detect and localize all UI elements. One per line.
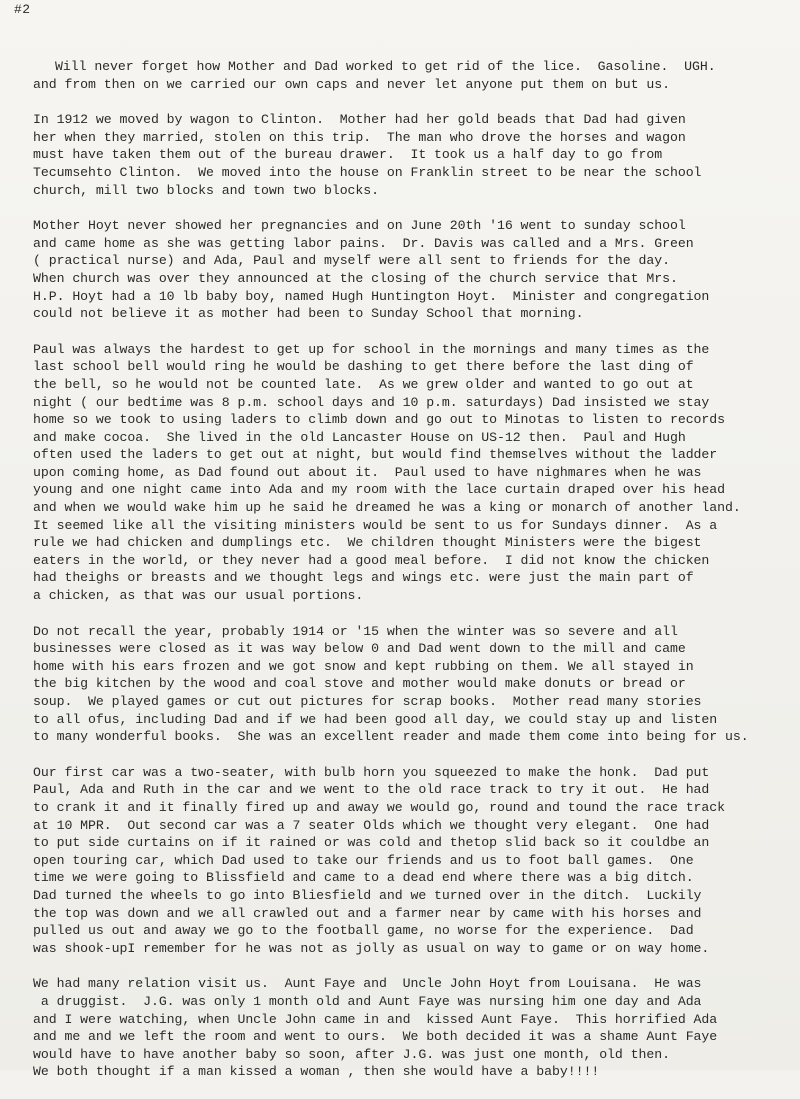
text-line: her when they married, stolen on this trip. The man who drove the horses and wagon xyxy=(33,129,686,145)
text-line: to many wonderful books. She was an excellent reader and made them come into being for us. xyxy=(33,729,749,745)
page-number: #2 xyxy=(14,2,31,17)
text-line: to crank it and it finally fired up and away we would go, round and tound the race track xyxy=(33,799,726,815)
text-line: at 10 MPR. Out second car was a 7 seater Olds which we thought very elegant. One had xyxy=(33,817,710,833)
text-line: must have taken them out of the bureau drawer. It took us a half day to go from xyxy=(33,147,663,163)
text-line: would have to have another baby so soon, after J.G. was just one month, old then. xyxy=(33,1046,670,1062)
text-line: was shook-upI remember for he was not as jolly as usual on way to game or on way home. xyxy=(33,940,710,956)
text-line: Will never forget how Mother and Dad worked to get rid of the lice. Gasoline. UGH. xyxy=(55,59,716,74)
text-line: to all ofus, including Dad and if we had been good all day, we could stay up and listen xyxy=(33,711,718,727)
text-line: eaters in the world, or they never had a good meal before. I did not know the chicken xyxy=(33,552,710,568)
text-line: H.P. Hoyt had a 10 lb baby boy, named Hugh Huntington Hoyt. Minister and congregation xyxy=(33,288,710,304)
text-line: and I were watching, when Uncle John came in and kissed Aunt Faye. This horrified Ada xyxy=(33,1011,718,1027)
text-line: Paul was always the hardest to get up for school in the mornings and many times as the xyxy=(33,341,710,357)
text-line: a druggist. J.G. was only 1 month old and Aunt Faye was nursing him one day and Ada xyxy=(33,993,702,1009)
text-line: the big kitchen by the wood and coal stove and mother would make donuts or bread or xyxy=(33,676,686,692)
text-line: and when we would wake him up he said he dreamed he was a king or monarch of another land. xyxy=(33,500,741,516)
text-line: had theighs or breasts and we thought legs and wings etc. were just the main part of xyxy=(33,570,694,586)
text-line: rule we had chicken and dumplings etc. We children thought Ministers were the bigest xyxy=(33,535,702,551)
text-line: businesses were closed as it was way below 0 and Dad went down to the mill and came xyxy=(33,641,686,657)
text-line: and came home as she was getting labor pains. Dr. Davis was called and a Mrs. Green xyxy=(33,235,694,251)
paragraph xyxy=(33,975,800,1081)
text-line: ( practical nurse) and Ada, Paul and myself were all sent to friends for the day. xyxy=(33,253,670,269)
text-line: church, mill two blocks and town two blocks. xyxy=(33,182,380,198)
text-line: and from then on we carried our own caps and never let anyone put them on but us. xyxy=(33,76,670,92)
text-line: Our first car was a two-seater, with bulb horn you squeezed to make the honk. Dad put xyxy=(33,764,710,780)
text-line: We both thought if a man kissed a woman , then she would have a baby!!!! xyxy=(33,1064,600,1080)
text-line: often used the laders to get out at night, but would find themselves without the ladder xyxy=(33,447,718,463)
text-line: to put side curtains on if it rained or was cold and thetop slid back so it couldbe an xyxy=(33,835,710,851)
text-line: soup. We played games or cut out pictures for scrap books. Mother read many stories xyxy=(33,694,702,709)
text-line: pulled us out and away we go to the football game, no worse for the experience. Dad xyxy=(33,923,694,939)
text-line: In 1912 we moved by wagon to Clinton. Mother had her gold beads that Dad had given xyxy=(33,112,686,128)
text-line: and me and we left the room and went to ours. We both decided it was a shame Aunt Faye xyxy=(33,1029,718,1045)
text-line: Paul, Ada and Ruth in the car and we went to the old race track to try it out. He had xyxy=(33,782,710,798)
paragraph xyxy=(33,111,800,199)
text-line: home with his ears frozen and we got snow and kept rubbing on them. We all stayed in xyxy=(33,658,694,674)
text-line: night ( our bedtime was 8 p.m. school days and 10 p.m. saturdays) Dad insisted we stay xyxy=(33,394,710,410)
text-line: Dad turned the wheels to go into Bliesfield and we turned over in the ditch. Luckily xyxy=(33,887,702,903)
text-line: the top was down and we all crawled out and a farmer near by came with his horses and xyxy=(33,905,702,921)
document-body xyxy=(33,58,800,1099)
text-line: could not believe it as mother had been to Sunday School that morning. xyxy=(33,306,584,322)
text-line: time we were going to Blissfield and came to a dead end where there was a big ditch. xyxy=(33,870,694,886)
text-line: Tecumsehto Clinton. We moved into the house on Franklin street to be near the school xyxy=(33,164,702,180)
paragraph xyxy=(33,58,800,93)
paragraph xyxy=(33,217,800,323)
text-line: the bell, so he would not be counted late. As we grew older and wanted to go out at xyxy=(33,376,694,392)
text-line: upon coming home, as Dad found out about it. Paul used to have nighmares when he was xyxy=(33,464,702,480)
text-line: young and one night came into Ada and my room with the lace curtain draped over his head xyxy=(33,482,726,498)
paragraph xyxy=(33,764,800,958)
text-line: and make cocoa. She lived in the old Lancaster House on US-12 then. Paul and Hugh xyxy=(33,429,686,445)
text-line: last school bell would ring he would be dashing to get there before the last ding of xyxy=(33,359,694,375)
paragraph xyxy=(33,341,800,605)
text-line: a chicken, as that was our usual portions. xyxy=(33,588,364,604)
text-line: Do not recall the year, probably 1914 or '15 when the winter was so severe and all xyxy=(33,623,678,639)
text-line: When church was over they announced at the closing of the church service that Mrs. xyxy=(33,270,678,286)
text-line: home so we took to using laders to climb down and go out to Minotas to listen to records xyxy=(33,412,726,428)
text-line: open touring car, which Dad used to take our friends and us to foot ball games. One xyxy=(33,852,694,868)
text-line: We had many relation visit us. Aunt Faye and Uncle John Hoyt from Louisana. He was xyxy=(33,976,702,992)
paragraph xyxy=(33,623,800,746)
text-line: It seemed like all the visiting ministers would be sent to us for Sundays dinner. As a xyxy=(33,517,718,533)
text-line: Mother Hoyt never showed her pregnancies and on June 20th '16 went to sunday school xyxy=(33,218,686,234)
